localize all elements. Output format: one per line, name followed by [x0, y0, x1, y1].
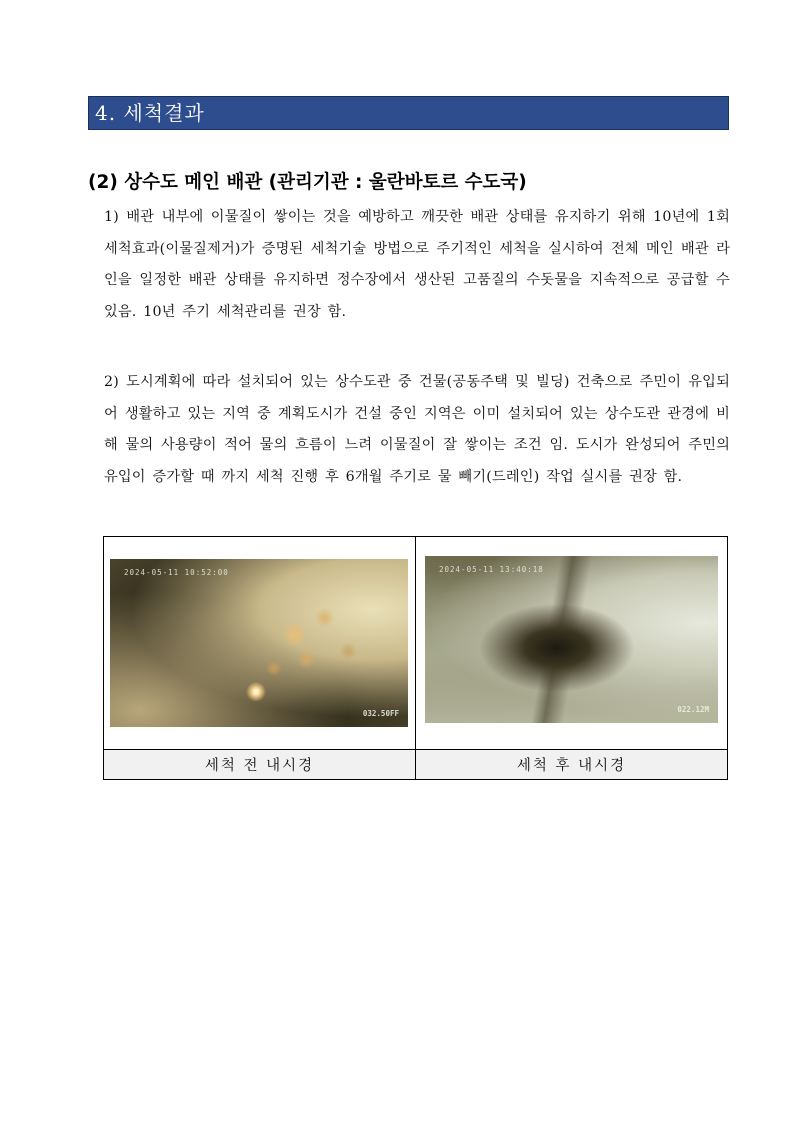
photo-cell-after	[416, 537, 728, 750]
photo-timestamp: 2024-05-11 13:40:18	[439, 565, 544, 574]
subheading: (2) 상수도 메인 배관 (관리기관 : 울란바토르 수도국)	[88, 172, 527, 193]
photo-caption-after: 세척 후 내시경	[416, 750, 728, 780]
section-title-bar	[88, 96, 729, 130]
endoscope-photo-before	[110, 559, 408, 727]
paragraph-2: 2) 도시계획에 따라 설치되어 있는 상수도관 중 건물(공동주택 및 빌딩) 건축으로 주민이 유입되어 생활하고 있는 지역 중 계획도시가 건설 중인 지역은 이미 설치되어 있는 상수도관 관경에 비해 물의 사용량이 적어 물의 흐름이 느려 이물질이 잘 쌓이는 조건 임. 도시가 완성되어 주민의 유입이 증가할 때 까지 세척 진행 후 6개월 주기로 물 빼기(드레인) 작업 실시를 권장 함.	[104, 374, 730, 485]
paragraph-1: 1) 배관 내부에 이물질이 쌓이는 것을 예방하고 깨끗한 배관 상태를 유지하기 위해 10년에 1회 세척효과(이물질제거)가 증명된 세척기술 방법으로 주기적인 세척을 실시하여 전체 메인 배관 라인을 일정한 배관 상태를 유지하면 정수장에서 생산된 고품질의 수돗물을 지속적으로 공급할 수 있음. 10년 주기 세척관리를 권장 함.	[104, 209, 730, 320]
section-title: 4. 세척결과	[95, 101, 205, 125]
endoscope-photo-after	[425, 556, 718, 723]
photo-timestamp: 2024-05-11 10:52:00	[124, 568, 229, 577]
endoscope-photo-table	[103, 536, 728, 780]
photo-cell-before	[104, 537, 416, 750]
photo-overlay-code: 032.50FF	[362, 709, 399, 718]
photo-overlay-code: 022.12M	[677, 705, 709, 714]
photo-caption-before: 세척 전 내시경	[104, 750, 416, 780]
